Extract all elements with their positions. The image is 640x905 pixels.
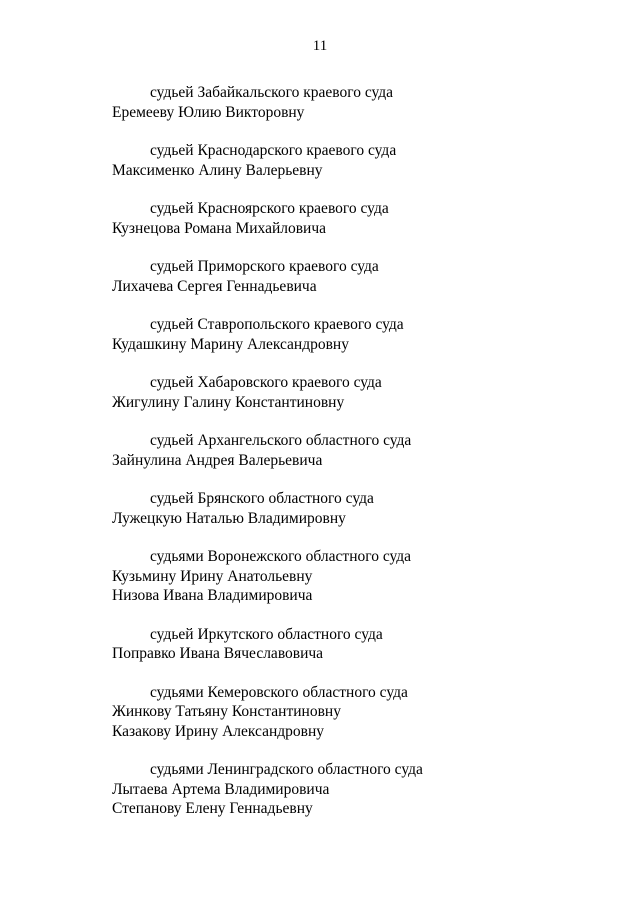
person-name: Казакову Ирину Александровну <box>112 722 325 740</box>
person-name: Лихачева Сергея Геннадьевича <box>112 277 317 295</box>
court-line: судьей Ставропольского краевого суда <box>150 316 404 333</box>
person-name: Лытаева Артема Владимировича <box>112 780 330 798</box>
appointment-entry <box>112 141 592 180</box>
court-line: судьей Архангельского областного суда <box>150 432 412 449</box>
person-name: Лужецкую Наталью Владимировну <box>112 509 346 527</box>
appointment-entry <box>112 373 592 412</box>
appointment-entry <box>112 257 592 296</box>
court-line: судьей Иркутского областного суда <box>150 625 383 643</box>
appointments-list <box>112 83 592 819</box>
court-line: судьей Краснодарского краевого суда <box>150 142 397 159</box>
person-name: Зайнулина Андрея Валерьевича <box>112 451 323 469</box>
page-number: 11 <box>312 38 328 54</box>
court-line: судьями Кемеровского областного суда <box>150 683 408 701</box>
person-name: Низова Ивана Владимировича <box>112 587 313 604</box>
person-name: Кузьмину Ирину Анатольевну <box>112 567 313 585</box>
appointment-entry <box>112 199 592 238</box>
court-line: судьей Брянского областного суда <box>150 490 374 507</box>
court-line: судьей Красноярского краевого суда <box>150 200 389 217</box>
court-line: судьей Хабаровского краевого суда <box>150 374 382 391</box>
appointment-entry <box>112 625 592 664</box>
appointment-entry <box>112 315 592 354</box>
person-name: Кузнецова Романа Михайловича <box>112 219 327 237</box>
appointment-entry <box>112 683 592 742</box>
person-name: Жинкову Татьяну Константиновну <box>112 703 341 720</box>
court-line: судьей Забайкальского краевого суда <box>150 84 394 101</box>
appointment-entry <box>112 431 592 470</box>
court-line: судьями Ленинградского областного суда <box>150 761 423 778</box>
person-name: Поправко Ивана Вячеславовича <box>112 645 324 662</box>
person-name: Еремееву Юлию Викторовну <box>112 103 305 121</box>
court-line: судьей Приморского краевого суда <box>150 258 379 275</box>
appointment-entry <box>112 489 592 528</box>
appointment-entry <box>112 83 592 122</box>
court-line: судьями Воронежского областного суда <box>150 548 412 565</box>
appointment-entry <box>112 760 592 819</box>
person-name: Кудашкину Марину Александровну <box>112 335 349 353</box>
person-name: Максименко Алину Валерьевну <box>112 161 323 179</box>
person-name: Жигулину Галину Константиновну <box>112 393 345 411</box>
person-name: Степанову Елену Геннадьевну <box>112 800 313 817</box>
appointment-entry <box>112 547 592 606</box>
